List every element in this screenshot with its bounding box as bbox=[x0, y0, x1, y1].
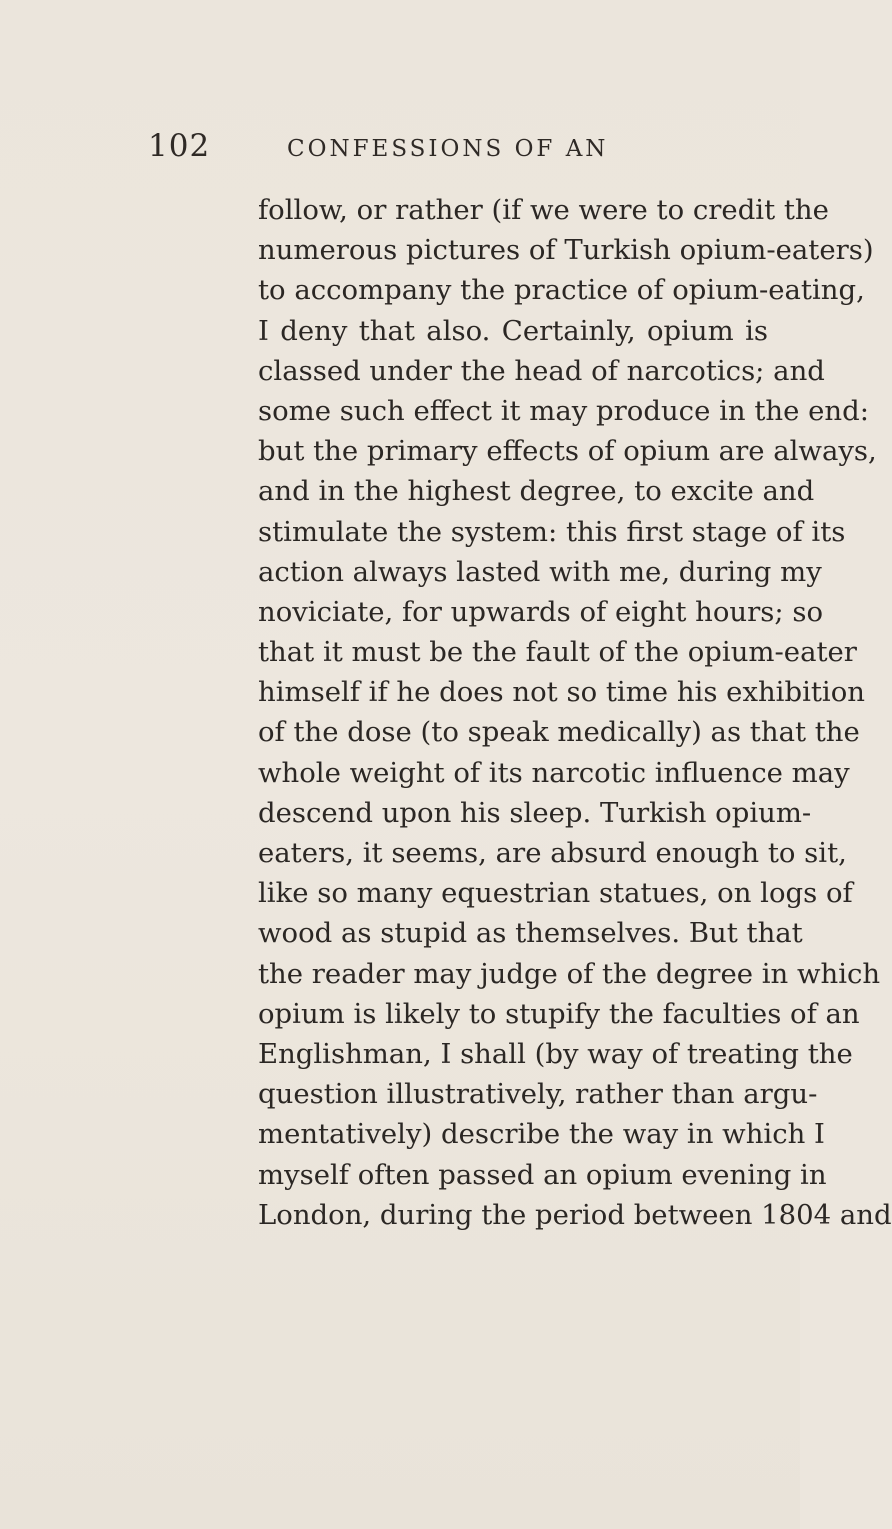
page-header bbox=[0, 128, 800, 168]
text-line: action always lasted with me, during my bbox=[258, 555, 822, 588]
text-line: of the dose (to speak medically) as that the bbox=[258, 716, 860, 749]
text-line: eaters, it seems, are absurd enough to sit, bbox=[258, 837, 847, 869]
text-line: descend upon his sleep. Turkish opium- bbox=[258, 796, 812, 829]
text-line: whole weight of its narcotic influence may bbox=[258, 756, 850, 789]
text-line: opium is likely to stupify the faculties of an bbox=[258, 997, 860, 1030]
text-line: stimulate the system: this first stage of its bbox=[258, 515, 846, 548]
text-line: wood as stupid as themselves. But that bbox=[258, 917, 803, 950]
text-line: I deny that also. Certainly, opium is bbox=[258, 314, 768, 347]
text-line: question illustratively, rather than argu- bbox=[258, 1078, 818, 1111]
text-line: follow, or rather (if we were to credit the bbox=[258, 194, 829, 226]
text-line: numerous pictures of Turkish opium-eaters) bbox=[258, 234, 874, 267]
text-line: noviciate, for upwards of eight hours; so bbox=[258, 595, 824, 628]
text-line: like so many equestrian statues, on logs of bbox=[258, 877, 853, 910]
text-line: but the primary effects of opium are always, bbox=[258, 435, 877, 468]
text-line: myself often passed an opium evening in bbox=[258, 1158, 827, 1191]
text-line: himself if he does not so time his exhibition bbox=[258, 676, 865, 709]
text-line: classed under the head of narcotics; and bbox=[258, 354, 825, 387]
text-line: London, during the period between 1804 and bbox=[258, 1198, 892, 1231]
running-head: CONFESSIONS OF AN bbox=[287, 136, 609, 162]
text-line: mentatively) describe the way in which I bbox=[258, 1118, 825, 1151]
text-line: some such effect it may produce in the end: bbox=[258, 394, 869, 427]
text-line: that it must be the fault of the opium-eater bbox=[258, 636, 857, 669]
text-line: Englishman, I shall (by way of treating the bbox=[258, 1037, 853, 1070]
text-line: the reader may judge of the degree in which bbox=[258, 957, 881, 990]
page-number: 102 bbox=[148, 128, 211, 164]
text-line: and in the highest degree, to excite and bbox=[258, 475, 815, 508]
text-line: to accompany the practice of opium-eating, bbox=[258, 274, 865, 307]
body-text bbox=[258, 190, 892, 1235]
